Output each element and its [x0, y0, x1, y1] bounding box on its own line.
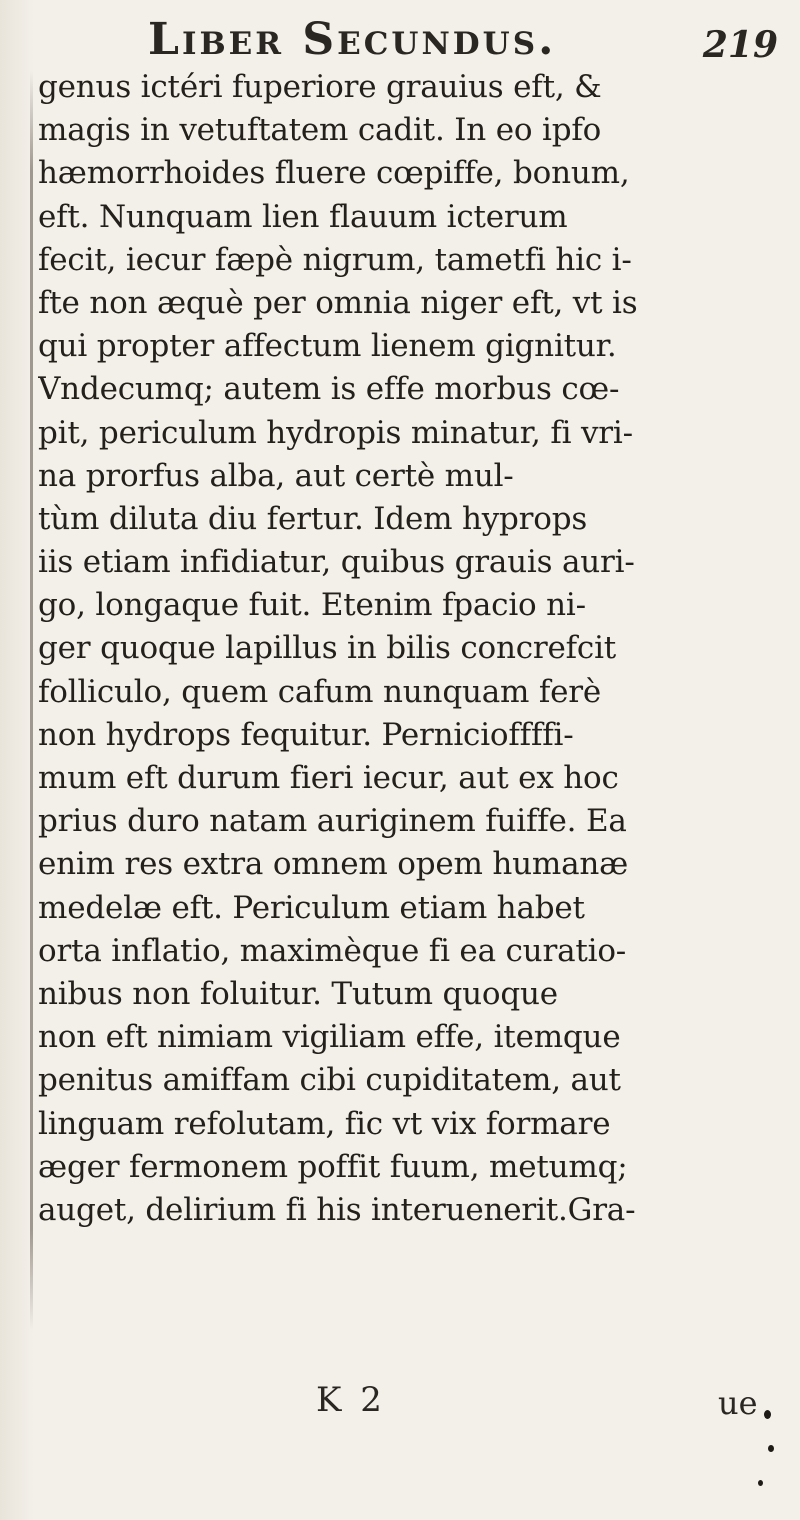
text-line: pit, periculum hydropis minatur, fi vri-	[38, 414, 633, 451]
body-text	[38, 66, 790, 1232]
running-title: Liber Secundus.	[148, 14, 557, 65]
ink-spot	[758, 1480, 763, 1486]
binding-gutter	[0, 0, 34, 1520]
text-line: fecit, iecur fæpè nigrum, tametfi hic i-	[38, 241, 632, 278]
text-line: qui propter affectum lienem gignitur.	[38, 328, 617, 365]
ink-spot	[764, 1410, 771, 1419]
text-line: non hydrops fequitur. Pernicioffffi-	[38, 716, 574, 753]
page-header	[148, 14, 778, 74]
text-line: non eft nimiam vigiliam effe, itemque	[38, 1019, 621, 1056]
text-line: orta inflatio, maximèque fi ea curatio-	[38, 932, 627, 969]
text-line: na prorfus alba, aut certè mul-	[38, 457, 514, 494]
text-line: Vndecumq; autem is effe morbus cœ-	[38, 371, 620, 408]
text-line: go, longaque fuit. Etenim fpacio ni-	[38, 587, 586, 624]
text-line: æger fermonem poffit fuum, metumq;	[38, 1148, 628, 1185]
page-footer	[0, 1380, 800, 1440]
text-line: magis in vetuftatem cadit. In eo ipfo	[38, 112, 602, 149]
text-line: penitus amiffam cibi cupiditatem, aut	[38, 1062, 621, 1099]
text-line: tùm diluta diu fertur. Idem hyprops	[38, 500, 588, 537]
text-line: enim res extra omnem opem humanæ	[38, 846, 629, 883]
gutter-shadow	[30, 70, 33, 1330]
text-line: mum eft durum fieri iecur, aut ex hoc	[38, 760, 619, 796]
text-line: eft. Nunquam lien flauum icterum	[38, 198, 568, 235]
text-line: nibus non foluitur. Tutum quoque	[38, 975, 558, 1012]
text-line: auget, delirium fi his interuenerit.Gra-	[38, 1191, 636, 1228]
catchword: ue	[718, 1384, 758, 1422]
text-line: iis etiam infidiatur, quibus grauis auri-	[38, 544, 635, 581]
signature-mark: K 2	[316, 1380, 386, 1420]
text-line: genus ictéri fuperiore grauius eft, &	[38, 69, 602, 105]
text-line: folliculo, quem cafum nunquam ferè	[38, 673, 602, 710]
text-line: hæmorrhoides fluere cœpiffe, bonum,	[38, 155, 630, 192]
text-line: ger quoque lapillus in bilis concrefcit	[38, 630, 617, 667]
text-line: fte non æquè per omnia niger eft, vt is	[38, 284, 638, 321]
text-line: linguam refolutam, fic vt vix formare	[38, 1105, 611, 1142]
ink-spot	[768, 1445, 774, 1452]
text-line: medelæ eft. Periculum etiam habet	[38, 889, 585, 926]
text-line: prius duro natam auriginem fuiffe. Ea	[38, 803, 627, 840]
page-number: 219	[702, 24, 778, 66]
